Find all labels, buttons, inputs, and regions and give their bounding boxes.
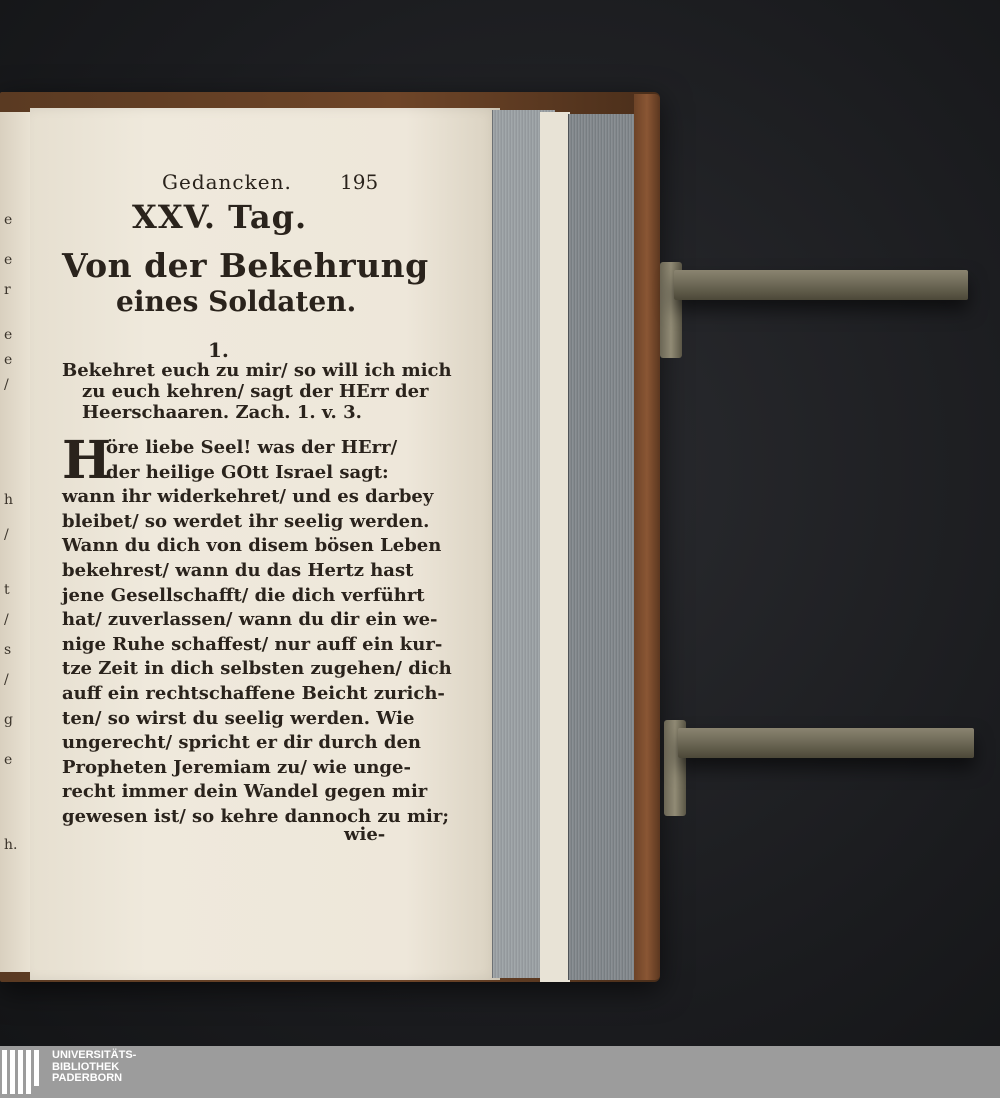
logo-line: UNIVERSITÄTS- <box>52 1049 137 1061</box>
facing-page-fragment: g <box>4 712 13 728</box>
clamp-bar <box>678 728 974 758</box>
body-line: bleibet/ so werdet ihr seelig werden. <box>62 510 430 532</box>
facing-page-fragment: / <box>4 527 9 543</box>
body-line: recht immer dein Wandel gegen mir <box>62 781 428 803</box>
body-line: ungerecht/ spricht er dir durch den <box>62 732 421 754</box>
chapter-subtitle: eines Soldaten. <box>116 285 357 318</box>
verse-line: Bekehret euch zu mir/ so will ich mich <box>62 360 452 381</box>
section-number: 1. <box>208 338 229 362</box>
facing-page-fragment: e <box>4 352 13 368</box>
body-line: hat/ zuverlassen/ wann du dir ein we- <box>62 609 438 631</box>
body-line: tze Zeit in dich selbsten zugehen/ dich <box>62 658 452 680</box>
running-head: Gedancken. <box>162 170 292 194</box>
verse-line: Heerschaaren. Zach. 1. v. 3. <box>82 402 362 423</box>
facing-page-fragment: s <box>4 642 12 658</box>
facing-page-fragment: e <box>4 252 13 268</box>
body-line: Propheten Jeremiam zu/ wie unge- <box>62 756 411 778</box>
page-clamp-top <box>660 262 968 296</box>
page-block-edge-rear <box>568 114 635 980</box>
library-logo-icon <box>0 1050 44 1094</box>
body-line: gewesen ist/ so kehre dannoch zu mir; <box>62 805 449 827</box>
bible-verse <box>62 360 452 423</box>
page-gap <box>540 112 570 982</box>
body-line: der heilige GOtt Israel sagt: <box>106 461 389 483</box>
catchword: wie- <box>344 824 386 845</box>
facing-page-fragment: r <box>4 282 11 298</box>
logo-line: BIBLIOTHEK <box>52 1060 120 1073</box>
facing-page-fragments <box>2 112 28 972</box>
body-line: bekehrest/ wann du das Hertz hast <box>62 559 414 581</box>
verse-line: zu euch kehren/ sagt der HErr der <box>82 381 429 402</box>
facing-page-fragment: / <box>4 672 9 688</box>
facing-page-edge <box>0 112 31 972</box>
body-line: jene Gesellschafft/ die dich verführt <box>62 584 425 606</box>
drop-cap: H <box>62 430 112 491</box>
facing-page-fragment: e <box>4 327 13 343</box>
body-line: ten/ so wirst du seelig werden. Wie <box>62 707 415 729</box>
page-clamp-bottom <box>664 720 974 754</box>
body-line: wann ihr widerkehret/ und es darbey <box>62 486 434 508</box>
body-line: nige Ruhe schaffest/ nur auff ein kur- <box>62 633 443 655</box>
logo-line: PADERBORN <box>52 1072 123 1084</box>
facing-page-fragment: h. <box>4 837 18 853</box>
facing-page-fragment: / <box>4 612 9 628</box>
day-heading: XXV. Tag. <box>132 198 308 236</box>
facing-page-fragment: / <box>4 377 9 393</box>
body-text <box>62 430 452 830</box>
page-number: 195 <box>340 170 379 194</box>
facing-page-fragment: e <box>4 752 13 768</box>
chapter-title: Von der Bekehrung <box>62 246 429 285</box>
facing-page-fragment: e <box>4 212 13 228</box>
library-footer <box>0 1046 1000 1098</box>
clamp-bar <box>674 270 968 300</box>
facing-page-fragment: t <box>4 582 10 598</box>
body-line: öre liebe Seel! was der HErr/ <box>106 437 398 458</box>
body-line: auff ein rechtschaffene Beicht zurich- <box>62 682 445 704</box>
body-line: Wann du dich von disem bösen Leben <box>62 535 442 557</box>
library-logo-text <box>52 1050 136 1085</box>
book-spine <box>634 94 660 980</box>
facing-page-fragment: h <box>4 492 14 508</box>
